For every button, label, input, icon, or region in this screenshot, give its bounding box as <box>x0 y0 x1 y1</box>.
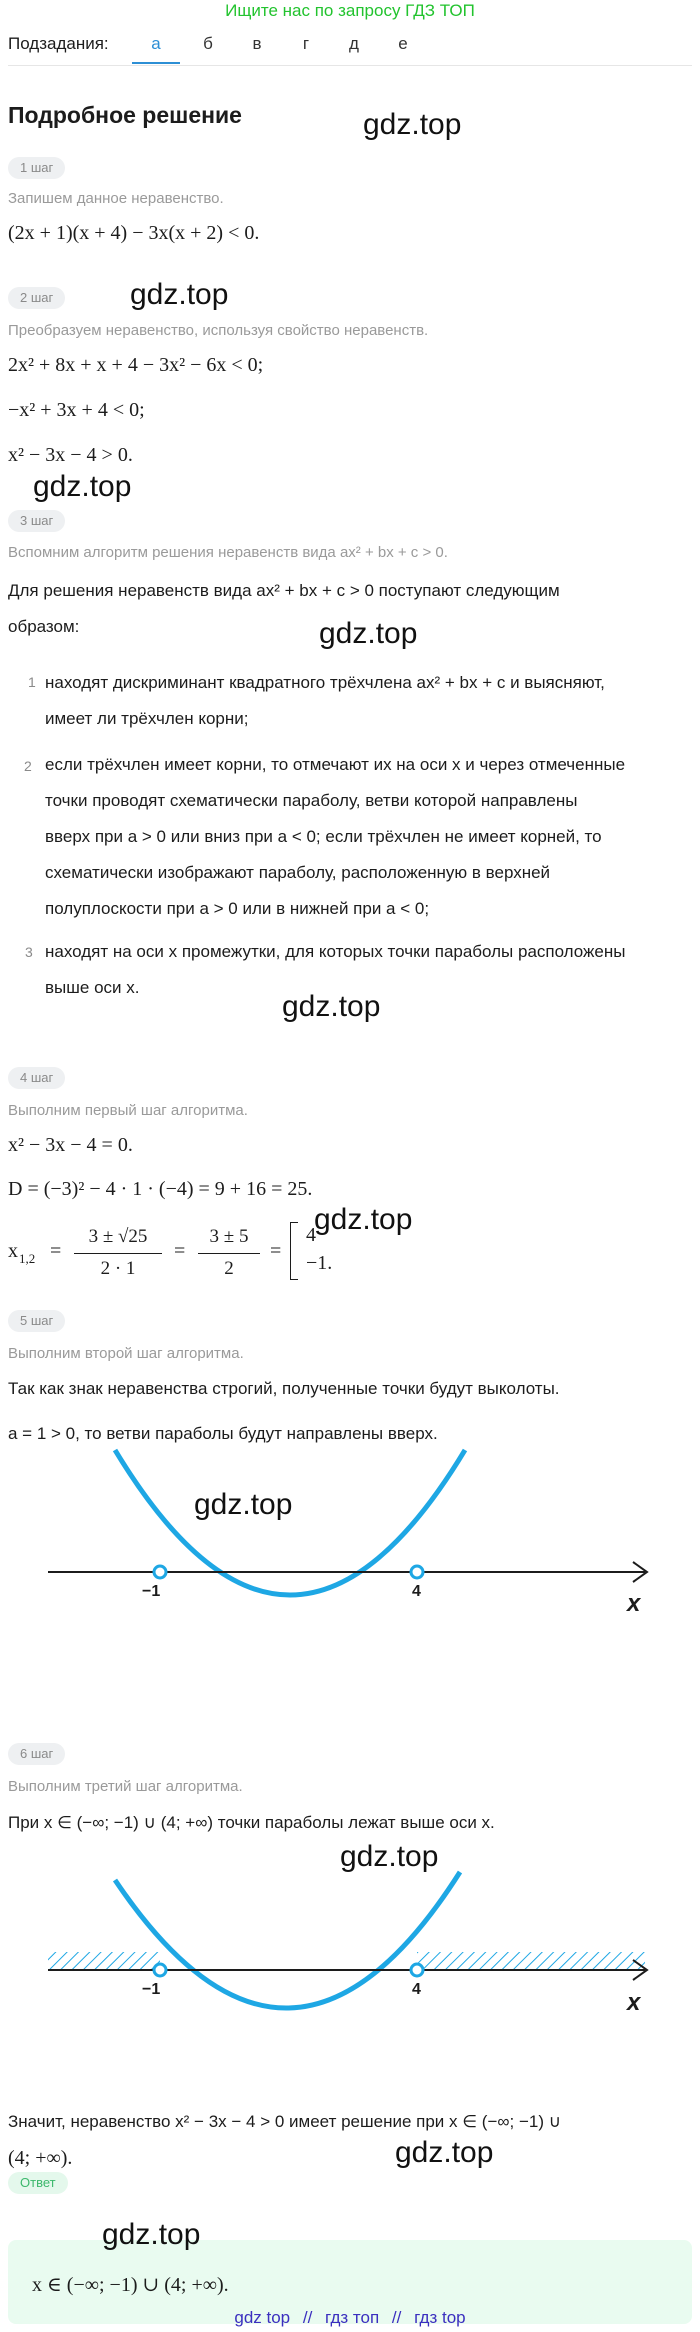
tab-g[interactable]: г <box>302 34 310 53</box>
watermark: gdz.top <box>33 470 132 503</box>
subtasks-label: Подзадания: <box>8 34 109 53</box>
list-number: 1 <box>28 674 36 690</box>
parabola-graph-step-6 <box>0 1860 700 2035</box>
axis-label: x <box>627 1590 641 1617</box>
list-item-1-line-2: имеет ли трёхчлен корни; <box>45 709 249 728</box>
watermark: gdz.top <box>282 990 381 1023</box>
root-label-right: 4 <box>412 1981 421 1998</box>
root-1: 4 <box>306 1224 316 1246</box>
footer-link[interactable]: gdz top <box>234 2308 291 2327</box>
active-tab-indicator <box>132 62 180 64</box>
step-6-note: Выполним третий шаг алгоритма. <box>8 1778 243 1795</box>
list-item-2-line-1: если трёхчлен имеет корни, то отмечают их на оси x и через отмеченные <box>45 755 626 774</box>
step-1-note: Запишем данное неравенство. <box>8 190 224 207</box>
parabola-curve <box>115 1872 460 2008</box>
answer-value: x ∈ (−∞; −1) ∪ (4; +∞). <box>32 2274 229 2296</box>
footer-link[interactable]: гдз top <box>414 2308 466 2327</box>
step-6-badge: 6 шаг <box>8 1743 65 1765</box>
fraction-2-numerator: 3 ± 5 <box>209 1226 249 1247</box>
root-label-right: 4 <box>412 1583 421 1600</box>
watermark: gdz.top <box>319 617 418 650</box>
list-item-2-line-4: схематически изображают параболу, расположенную в верхней <box>45 863 551 882</box>
watermark: gdz.top <box>395 2136 494 2169</box>
subtasks-bar <box>8 30 692 66</box>
parabola-graph-step-5 <box>0 1440 700 1640</box>
watermark: gdz.top <box>363 108 462 141</box>
fraction-1-bar <box>74 1253 162 1254</box>
fraction-2-bar <box>198 1253 260 1254</box>
footer-separator: // <box>302 2308 313 2327</box>
root-2: −1. <box>306 1252 333 1274</box>
root-point-left <box>154 1566 166 1578</box>
list-item-1-line-1: находят дискриминант квадратного трёхчлена ax² + bx + c и выясняют, <box>45 673 605 692</box>
step-1-badge: 1 шаг <box>8 157 65 179</box>
interval-hatch-left <box>48 1952 160 1970</box>
conclusion-line-1: Значит, неравенство x² − 3x − 4 > 0 имеет решение при x ∈ (−∞; −1) ∪ <box>8 2112 562 2131</box>
watermark: gdz.top <box>194 1488 293 1521</box>
list-number: 2 <box>24 758 32 774</box>
roots-x: x <box>8 1240 18 1262</box>
watermark: gdz.top <box>340 1840 439 1873</box>
search-hint-banner: Ищите нас по запросу ГДЗ ТОП <box>225 1 475 20</box>
step-3-intro-line-2: образом: <box>8 617 80 636</box>
list-item-2-line-5: полуплоскости при a > 0 или в нижней при a < 0; <box>45 899 430 918</box>
axis-label: x <box>627 1989 641 2016</box>
set-bracket <box>290 1222 298 1280</box>
root-label-left: −1 <box>142 1583 161 1600</box>
tab-e[interactable]: е <box>398 34 408 53</box>
step-4-note: Выполним первый шаг алгоритма. <box>8 1102 248 1119</box>
step-4-discriminant: D = (−3)² − 4 · 1 · (−4) = 9 + 16 = 25. <box>8 1178 313 1200</box>
roots-subscript: 1,2 <box>19 1251 36 1266</box>
tab-v[interactable]: в <box>252 34 262 53</box>
equals-sign: = <box>174 1240 186 1262</box>
list-number: 3 <box>25 944 33 960</box>
step-4-badge: 4 шаг <box>8 1067 65 1089</box>
root-point-right <box>411 1964 423 1976</box>
step-5-text-1: Так как знак неравенства строгий, полученные точки будут выколоты. <box>8 1379 560 1398</box>
step-3-intro-line-1: Для решения неравенств вида ax² + bx + c > 0 поступают следующим <box>8 581 560 600</box>
step-5-text-2: a = 1 > 0, то ветви параболы будут направлены вверх. <box>8 1424 438 1443</box>
equals-sign: = <box>270 1240 282 1262</box>
step-3-note: Вспомним алгоритм решения неравенств вида ax² + bx + c > 0. <box>8 544 448 561</box>
footer-link[interactable]: гдз топ <box>325 2308 380 2327</box>
step-4-math-1: x² − 3x − 4 = 0. <box>8 1134 133 1156</box>
roots-formula <box>8 1220 348 1286</box>
list-item-3-line-2: выше оси x. <box>45 978 140 997</box>
list-item-2-line-3: вверх при a > 0 или вниз при a < 0; если трёхчлен не имеет корней, то <box>45 827 602 846</box>
watermark: gdz.top <box>102 2218 201 2251</box>
step-5-note: Выполним второй шаг алгоритма. <box>8 1345 244 1362</box>
step-6-text-1: При x ∈ (−∞; −1) ∪ (4; +∞) точки параболы лежат выше оси x. <box>8 1813 495 1832</box>
tab-b[interactable]: б <box>203 34 213 53</box>
watermark: gdz.top <box>130 278 229 311</box>
answer-badge: Ответ <box>8 2172 68 2194</box>
step-2-math-3: x² − 3x − 4 > 0. <box>8 444 133 466</box>
interval-hatch-right <box>417 1952 645 1970</box>
conclusion-line-2: (4; +∞). <box>8 2147 73 2169</box>
step-2-badge: 2 шаг <box>8 287 65 309</box>
fraction-1-numerator: 3 ± √25 <box>88 1226 148 1247</box>
footer-separator: // <box>391 2308 402 2327</box>
fraction-2-denominator: 2 <box>224 1258 234 1279</box>
fraction-1-denominator: 2 · 1 <box>100 1258 136 1279</box>
step-3-badge: 3 шаг <box>8 510 65 532</box>
step-2-math-1: 2x² + 8x + x + 4 − 3x² − 6x < 0; <box>8 354 264 376</box>
list-item-2-line-2: точки проводят схематически параболу, ветви которой направлены <box>45 791 578 810</box>
footer-links <box>0 2308 700 2328</box>
step-2-math-2: −x² + 3x + 4 < 0; <box>8 399 145 421</box>
step-5-badge: 5 шаг <box>8 1310 65 1332</box>
root-label-left: −1 <box>142 1981 161 1998</box>
tab-d[interactable]: д <box>349 34 359 53</box>
step-1-math: (2x + 1)(x + 4) − 3x(x + 2) < 0. <box>8 222 260 244</box>
tab-a[interactable]: а <box>151 34 161 53</box>
root-point-right <box>411 1566 423 1578</box>
section-title: Подробное решение <box>8 102 242 128</box>
equals-sign: = <box>50 1240 62 1262</box>
step-2-note: Преобразуем неравенство, используя свойство неравенств. <box>8 322 429 339</box>
root-point-left <box>154 1964 166 1976</box>
subtasks-divider <box>8 65 692 66</box>
watermark: gdz.top <box>314 1203 413 1236</box>
list-item-3-line-1: находят на оси x промежутки, для которых точки параболы расположены <box>45 942 626 961</box>
